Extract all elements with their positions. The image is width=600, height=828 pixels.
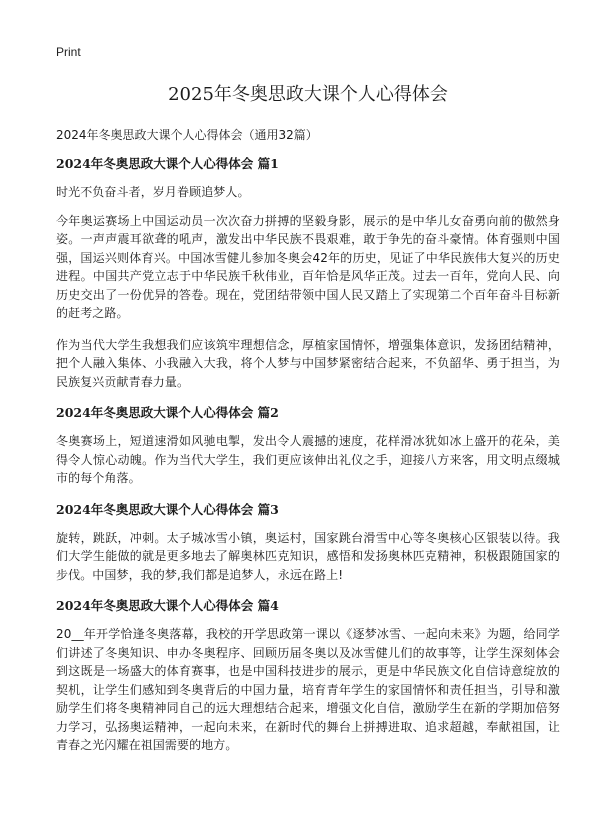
section-heading: 2024年冬奥思政大课个人心得体会 篇3 <box>56 501 279 517</box>
page-title: 2025年冬奥思政大课个人心得体会 <box>168 84 448 105</box>
document-subtitle: 2024年冬奥思政大课个人心得体会（通用32篇） <box>56 128 318 142</box>
print-link[interactable]: Print <box>56 45 81 59</box>
paragraph: 旋转，跳跃，冲刺。太子城冰雪小镇，奥运村，国家跳台滑雪中心等冬奥核心区银装以待。我们大学生能做的就是更多地去了解奥林匹克知识，感悟和发扬奥林匹克精神，积极跟随国家的步伐。中国梦，我的梦,我们都是追梦人，永远在路上! <box>56 530 560 582</box>
paragraph: 今年奥运赛场上中国运动员一次次奋力拼搏的坚毅身影，展示的是中华儿女奋勇向前的傲然身姿。一声声震耳欲聋的吼声，激发出中华民族不畏艰难，敢于争先的奋斗豪情。体育强则中国强，国运兴则体育兴。中国冰雪健儿参加冬奥会42年的历史，见证了中华民族伟大复兴的历史进程。中国共产党立志于中华民族千秋伟业，百年恰是风华正茂。过去一百年，党向人民、向历史交出了一份优异的答卷。现在，党团结带领中国人民又踏上了实现第二个百年奋斗目标新的赶考之路。 <box>56 213 560 320</box>
section-heading: 2024年冬奥思政大课个人心得体会 篇4 <box>56 598 279 613</box>
article-section-3 <box>56 501 560 585</box>
paragraph: 冬奥赛场上，短道速滑如风驰电掣，发出令人震撼的速度，花样滑冰犹如冰上盛开的花朵，美得令人惊心动魄。作为当代大学生，我们更应该伸出礼仪之手，迎接八方来客，用文明点缀城市的每个角落。 <box>56 434 560 485</box>
paragraph: 作为当代大学生我想我们应该筑牢理想信念，厚植家国情怀，增强集体意识，发扬团结精神，把个人融入集体、小我融入大我，将个人梦与中国梦紧密结合起来，不负韶华、勇于担当，为民族复兴贡献青春力量。 <box>56 337 560 389</box>
paragraph: 20__年开学恰逢冬奥落幕，我校的开学思政第一课以《逐梦冰雪、一起向未来》为题，给同学们讲述了冬奥知识、申办冬奥程序、回顾历届冬奥以及冰雪健儿们的故事等，让学生深刻体会到这既是一场盛大的体育赛事，也是中国科技进步的展示，更是中华民族文化自信诗意绽放的契机，让学生们感知到冬奥背后的中国力量，培育青年学生的家国情怀和责任担当，引导和激励学生们将冬奥精神同自己的远大理想结合起来，增强文化自信，激励学生在新的学期加倍努力学习，弘扬奥运精神，一起向未来，在新时代的舞台上拼搏进取、追求超越，奉献祖国，让青春之光闪耀在祖国需要的地方。 <box>56 627 560 752</box>
document-page <box>56 44 560 765</box>
article-section-1 <box>56 155 560 391</box>
section-heading: 2024年冬奥思政大课个人心得体会 篇1 <box>56 156 279 171</box>
article-section-4 <box>56 597 560 755</box>
article-section-2 <box>56 404 560 488</box>
paragraph: 时光不负奋斗者，岁月眷顾追梦人。 <box>56 185 250 199</box>
section-heading: 2024年冬奥思政大课个人心得体会 篇2 <box>56 405 279 420</box>
